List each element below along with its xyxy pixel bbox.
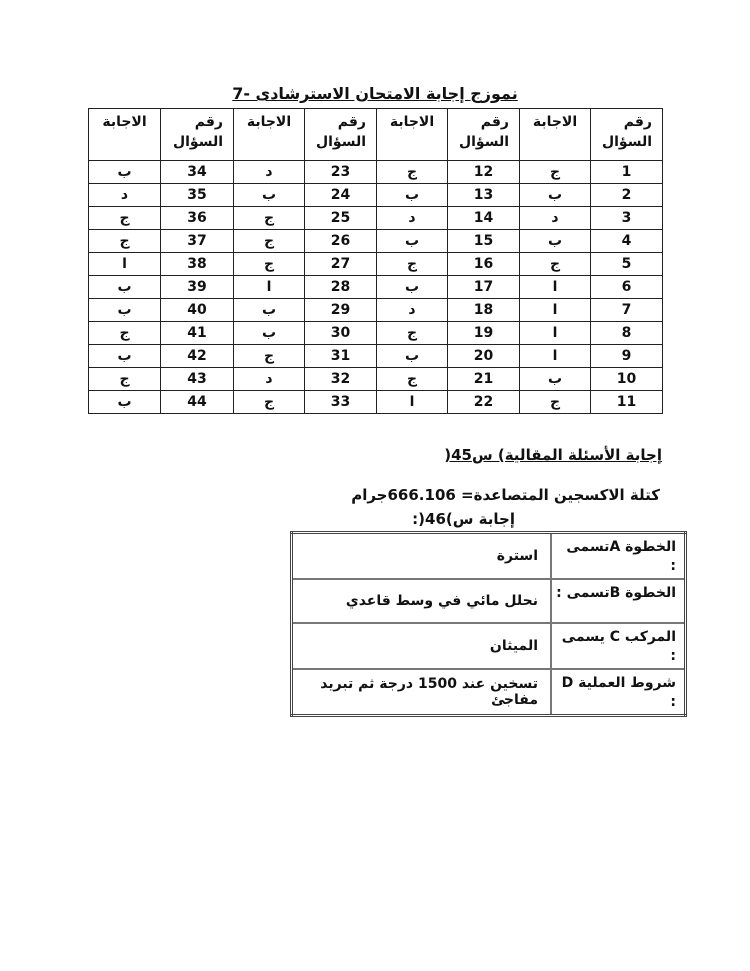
- table-row: [89, 230, 663, 253]
- question-number-cell: 23: [305, 161, 377, 184]
- step-row: [292, 669, 686, 716]
- answer-cell: ج: [520, 161, 591, 184]
- step-row: [292, 579, 686, 623]
- question-number-cell: 29: [305, 299, 377, 322]
- question-number-cell: 10: [591, 368, 663, 391]
- header-question-number: رقم السؤال: [305, 109, 377, 161]
- answer-cell: ب: [89, 161, 161, 184]
- step-row: [292, 623, 686, 669]
- question-number-cell: 11: [591, 391, 663, 414]
- question-number-cell: 18: [448, 299, 520, 322]
- question-number-cell: 33: [305, 391, 377, 414]
- question-number-cell: 15: [448, 230, 520, 253]
- question-number-cell: 1: [591, 161, 663, 184]
- answer-cell: ا: [520, 299, 591, 322]
- question-number-cell: 14: [448, 207, 520, 230]
- question-number-cell: 42: [161, 345, 234, 368]
- question-number-cell: 38: [161, 253, 234, 276]
- answer-cell: د: [234, 368, 305, 391]
- step-label: الخطوة Aتسمى :: [551, 533, 686, 580]
- answer-cell: ا: [377, 391, 448, 414]
- question-number-cell: 39: [161, 276, 234, 299]
- answer-cell: ج: [520, 253, 591, 276]
- answer-key-table: [88, 108, 663, 414]
- oxygen-mass-line: كتلة الاكسجين المتصاعدة= 666.106جرام: [351, 486, 660, 504]
- header-answer: الاجابة: [520, 109, 591, 161]
- answer-cell: ا: [234, 276, 305, 299]
- question-number-cell: 28: [305, 276, 377, 299]
- table-row: [89, 184, 663, 207]
- table-row: [89, 276, 663, 299]
- question-number-cell: 31: [305, 345, 377, 368]
- answer-cell: ب: [377, 184, 448, 207]
- question-number-cell: 2: [591, 184, 663, 207]
- question-number-cell: 20: [448, 345, 520, 368]
- table-row: [89, 345, 663, 368]
- table-row: [89, 161, 663, 184]
- step-label: المركب C يسمى :: [551, 623, 686, 669]
- answer-cell: ب: [234, 322, 305, 345]
- step-label: شروط العملية D :: [551, 669, 686, 716]
- question-number-cell: 35: [161, 184, 234, 207]
- step-label: الخطوة Bتسمى :: [551, 579, 686, 623]
- question-number-cell: 36: [161, 207, 234, 230]
- header-answer: الاجابة: [377, 109, 448, 161]
- answer-cell: ج: [89, 207, 161, 230]
- answer-cell: د: [520, 207, 591, 230]
- header-question-number: رقم السؤال: [448, 109, 520, 161]
- question-number-cell: 41: [161, 322, 234, 345]
- table-header-row: [89, 109, 663, 161]
- answer-cell: ب: [377, 230, 448, 253]
- answer-cell: ب: [377, 345, 448, 368]
- q46-steps-table: [290, 531, 687, 717]
- step-value: الميثان: [292, 623, 552, 669]
- question-number-cell: 24: [305, 184, 377, 207]
- answer-cell: د: [89, 184, 161, 207]
- question-number-cell: 30: [305, 322, 377, 345]
- question-number-cell: 43: [161, 368, 234, 391]
- answer-cell: ب: [89, 345, 161, 368]
- question-number-cell: 12: [448, 161, 520, 184]
- step-value: استرة: [292, 533, 552, 580]
- question-number-cell: 27: [305, 253, 377, 276]
- question-number-cell: 8: [591, 322, 663, 345]
- question-number-cell: 37: [161, 230, 234, 253]
- answer-cell: ا: [89, 253, 161, 276]
- answer-cell: ج: [89, 368, 161, 391]
- answer-cell: د: [377, 207, 448, 230]
- question-number-cell: 25: [305, 207, 377, 230]
- question-number-cell: 34: [161, 161, 234, 184]
- answer-cell: ج: [89, 322, 161, 345]
- answer-cell: ج: [377, 322, 448, 345]
- answer-cell: ج: [234, 345, 305, 368]
- question-number-cell: 32: [305, 368, 377, 391]
- header-question-number: رقم السؤال: [591, 109, 663, 161]
- answer-cell: ب: [234, 299, 305, 322]
- answer-cell: د: [234, 161, 305, 184]
- question-number-cell: 3: [591, 207, 663, 230]
- table-row: [89, 322, 663, 345]
- answer-cell: ج: [89, 230, 161, 253]
- answer-cell: د: [377, 299, 448, 322]
- answer-cell: ب: [520, 368, 591, 391]
- answer-cell: ب: [89, 391, 161, 414]
- question-number-cell: 19: [448, 322, 520, 345]
- answer-cell: ب: [89, 276, 161, 299]
- header-answer: الاجابة: [234, 109, 305, 161]
- question-number-cell: 40: [161, 299, 234, 322]
- answer-46-label: إجابة س)46(:: [412, 510, 515, 528]
- question-number-cell: 9: [591, 345, 663, 368]
- question-number-cell: 13: [448, 184, 520, 207]
- table-row: [89, 391, 663, 414]
- question-number-cell: 7: [591, 299, 663, 322]
- step-value: تسخين عند 1500 درجة ثم تبريد مفاجئ: [292, 669, 552, 716]
- question-number-cell: 6: [591, 276, 663, 299]
- step-row: [292, 533, 686, 580]
- essay-answers-title: إجابة الأسئلة المقالية) س45(: [444, 446, 662, 464]
- question-number-cell: 4: [591, 230, 663, 253]
- question-number-cell: 21: [448, 368, 520, 391]
- question-number-cell: 44: [161, 391, 234, 414]
- page-title: نموزج إجابة الامتحان الاسترشادى -7: [232, 84, 518, 103]
- table-row: [89, 253, 663, 276]
- answer-cell: ب: [234, 184, 305, 207]
- table-row: [89, 368, 663, 391]
- answer-cell: ا: [520, 345, 591, 368]
- answer-cell: ج: [377, 368, 448, 391]
- header-question-number: رقم السؤال: [161, 109, 234, 161]
- answer-cell: ب: [520, 230, 591, 253]
- step-value: نحلل مائي في وسط قاعدي: [292, 579, 552, 623]
- answer-cell: ب: [89, 299, 161, 322]
- question-number-cell: 17: [448, 276, 520, 299]
- answer-cell: ج: [377, 161, 448, 184]
- header-answer: الاجابة: [89, 109, 161, 161]
- answer-cell: ا: [520, 276, 591, 299]
- answer-cell: ا: [520, 322, 591, 345]
- table-row: [89, 207, 663, 230]
- answer-cell: ب: [520, 184, 591, 207]
- question-number-cell: 26: [305, 230, 377, 253]
- answer-cell: ج: [234, 253, 305, 276]
- question-number-cell: 16: [448, 253, 520, 276]
- answer-cell: ب: [377, 276, 448, 299]
- answer-cell: ج: [234, 230, 305, 253]
- answer-cell: ج: [234, 207, 305, 230]
- question-number-cell: 22: [448, 391, 520, 414]
- answer-cell: ج: [377, 253, 448, 276]
- table-row: [89, 299, 663, 322]
- answer-cell: ج: [234, 391, 305, 414]
- question-number-cell: 5: [591, 253, 663, 276]
- answer-cell: ج: [520, 391, 591, 414]
